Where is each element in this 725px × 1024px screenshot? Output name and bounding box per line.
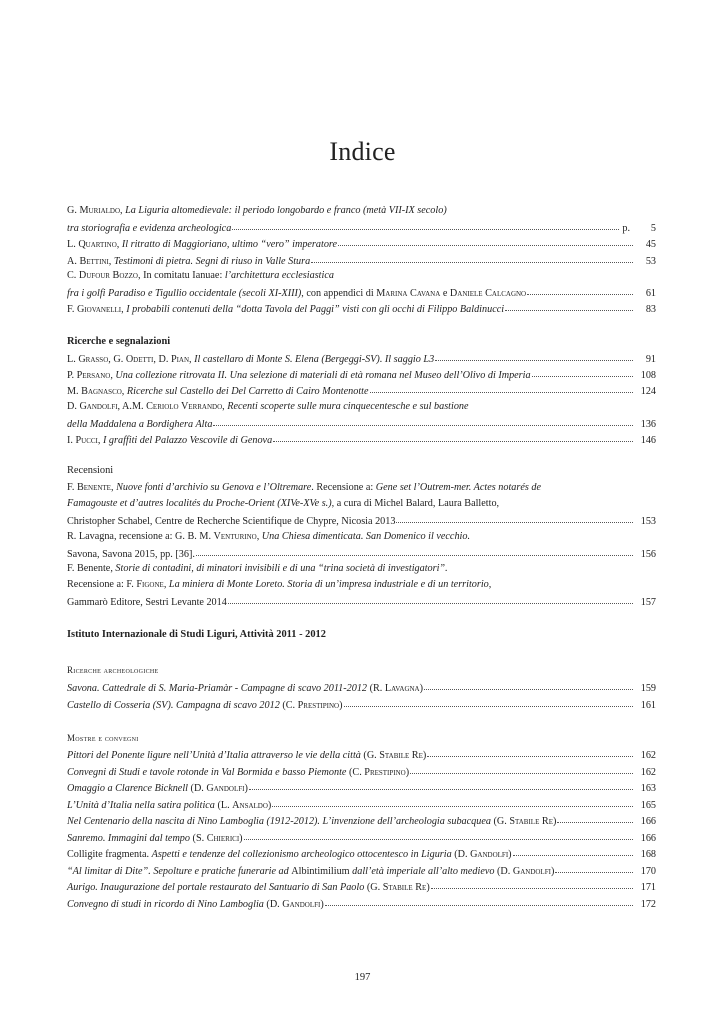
toc-page-number: 108 [640, 370, 656, 381]
text-segment: Recenti scoperte sulle mura cinquecentesche e sul bastione [227, 401, 469, 412]
toc-entry [67, 545, 656, 561]
toc-entry-line [67, 480, 656, 496]
text-segment: , [163, 579, 169, 590]
leader-dots [513, 844, 633, 856]
text-segment: Prestipino [297, 700, 340, 711]
toc-page-number: 45 [645, 239, 656, 250]
text-segment: R. Lavagna, recensione a: G. B. M. [67, 531, 214, 542]
text-segment: F. [67, 304, 77, 315]
section-heading-istituto: Istituto Internazionale di Studi Liguri, Attività 2011 - 2012 [67, 629, 326, 640]
text-segment: , [116, 239, 122, 250]
text-segment: , [120, 205, 126, 216]
toc-entry-text [67, 847, 512, 863]
toc-entry [67, 862, 656, 878]
text-segment: Sanremo. Immagini dal tempo [67, 833, 190, 844]
text-segment: ) [508, 849, 512, 860]
text-segment: (D. [263, 899, 283, 910]
toc-page-number: 146 [640, 435, 656, 446]
text-segment: Lavagna [384, 683, 420, 694]
text-segment: Recensione a: F. [67, 579, 137, 590]
toc-entry-line [67, 577, 656, 593]
toc-entry-line [67, 561, 656, 577]
toc-page-number: 162 [640, 750, 656, 761]
toc-entry-line [67, 268, 656, 284]
toc-entry-text [67, 498, 499, 509]
toc-entry [67, 350, 656, 366]
text-segment: e [440, 288, 450, 299]
toc-entry-text [67, 748, 426, 764]
text-segment: , [110, 370, 116, 381]
toc-page-number: 162 [640, 767, 656, 778]
text-segment: Il ritratto di Maggioriano, ultimo “vero” imperatore [121, 239, 338, 250]
text-segment: Nel Centenario della nascita di Nino Lamboglia (1912-2012). L’invenzione dell’archeologia subacquea [67, 816, 491, 827]
toc-entry-text [67, 781, 248, 797]
toc-entry-text [67, 698, 343, 714]
text-segment: , con appendici di [301, 288, 377, 299]
text-segment: , [189, 354, 195, 365]
toc-page-number: 61 [645, 288, 656, 299]
text-segment: Giovanelli [76, 304, 122, 315]
text-segment: (S. [190, 833, 207, 844]
text-segment: ) [239, 833, 243, 844]
toc-entry-text [67, 531, 470, 542]
toc-entry [67, 512, 656, 528]
toc-entry [67, 829, 656, 845]
leader-dots [344, 695, 634, 707]
toc-entry [67, 366, 656, 382]
text-segment: ) [244, 783, 248, 794]
text-segment: Aspetti e tendenze del collezionismo archeologico ottocentesco in Liguria [151, 849, 452, 860]
text-segment: Ansaldo [232, 800, 268, 811]
toc-page-number: 156 [640, 549, 656, 560]
toc-page-number: 153 [640, 516, 656, 527]
toc-entry [67, 679, 656, 695]
toc-page-number: 168 [640, 849, 656, 860]
text-segment: Bagnasco [81, 386, 122, 397]
text-segment: Persano [76, 370, 111, 381]
toc-page-number: 157 [640, 597, 656, 608]
text-segment: Stabile Re [509, 816, 553, 827]
text-segment: della Maddalena a Bordighera Alta [67, 419, 213, 430]
text-segment: (R. [367, 683, 385, 694]
toc-page-number: 53 [645, 256, 656, 267]
toc-entry [67, 219, 656, 235]
text-segment: Daniele Calcagno [449, 288, 527, 299]
text-segment: Ceriolo Verrando [146, 401, 223, 412]
text-segment: Murialdo [79, 205, 121, 216]
leader-dots [370, 381, 633, 393]
leader-dots [311, 251, 633, 263]
text-segment: (C. [279, 700, 298, 711]
text-segment: dall’età imperiale all’alto medievo [352, 866, 495, 877]
page-number: 197 [354, 972, 371, 983]
text-segment: Albintimilium [291, 866, 353, 877]
leader-dots [427, 745, 633, 757]
toc-entry [67, 878, 656, 894]
toc-entry [67, 382, 656, 398]
text-segment: Gandolfi [512, 866, 551, 877]
text-segment: Pucci [75, 435, 98, 446]
text-segment: (G. [360, 750, 380, 761]
text-segment: Famagouste et d’autres localités du Proche-Orient (XIVe-XVe s.), [67, 498, 335, 509]
text-segment: ) [339, 700, 343, 711]
text-segment: Bettini [79, 256, 109, 267]
text-segment: , A.M. [117, 401, 147, 412]
leader-dots [527, 283, 633, 295]
toc-entry [67, 593, 656, 609]
text-segment: Chierici [206, 833, 240, 844]
text-segment: Quartino [78, 239, 117, 250]
text-segment: La Liguria altomedievale: il periodo longobardo e franco (metà VII-IX secolo) [125, 205, 447, 216]
leader-dots [396, 511, 633, 523]
toc-entry-text [67, 302, 504, 318]
toc-entry [67, 779, 656, 795]
text-segment: ) [550, 866, 555, 877]
text-segment: Pian [170, 354, 190, 365]
text-segment: (L. [214, 800, 233, 811]
leader-dots [410, 762, 633, 774]
text-segment: Ricerche sul Castello dei Del Carretto di Cairo Montenotte [126, 386, 369, 397]
toc-entry [67, 431, 656, 447]
text-segment: D. [67, 401, 80, 412]
toc-entry [67, 812, 656, 828]
leader-dots [213, 414, 633, 426]
text-segment: “Al limitar di Dite”. Sepolture e pratiche funerarie ad [67, 866, 292, 877]
leader-dots [555, 861, 633, 873]
leader-dots [244, 828, 633, 840]
text-segment: Aurigo. Inaugurazione del portale restaurato del Santuario di San Paolo [67, 882, 365, 893]
text-segment: Savona, Savona 2015, pp. [36]. [67, 549, 195, 560]
toc-page-number: 165 [640, 800, 656, 811]
text-segment: Gandolfi [206, 783, 245, 794]
text-segment: , [97, 435, 103, 446]
toc-entry [67, 235, 656, 251]
leader-dots [249, 778, 633, 790]
text-segment: , [108, 256, 114, 267]
toc-entry-line [67, 529, 656, 545]
text-segment: ) [405, 767, 410, 778]
leader-dots [273, 430, 633, 442]
toc-page-number: 172 [640, 899, 656, 910]
text-segment: M. [67, 386, 82, 397]
text-segment: Colligite fragmenta. [67, 849, 152, 860]
toc-entry [67, 895, 656, 911]
text-segment: ) [552, 816, 557, 827]
text-segment: Convegno di studi in ricordo di Nino Lamboglia [67, 899, 264, 910]
text-segment: Gammarò Editore, Sestri Levante 2014 [67, 597, 227, 608]
text-segment: F. Benente, [67, 563, 116, 574]
toc-entry-text [67, 579, 491, 590]
toc-page-number: 136 [640, 419, 656, 430]
toc-entry-text [67, 595, 227, 611]
leader-dots [431, 877, 633, 889]
toc-entry-text [67, 482, 541, 493]
toc-entry [67, 300, 656, 316]
text-segment: P. [67, 370, 77, 381]
section-heading-recensioni: Recensioni [67, 465, 114, 476]
text-segment: Christopher Schabel, Centre de Recherche Scientifique de Chypre, Nicosia 2013 [67, 516, 396, 527]
text-segment: , [121, 386, 127, 397]
text-segment: Castello di Cosseria (SV). Campagna di scavo 2012 [67, 700, 280, 711]
toc-entry [67, 746, 656, 762]
toc-entry-line [67, 203, 656, 219]
text-segment: F. [67, 482, 77, 493]
text-segment: Gandolfi [470, 849, 509, 860]
text-segment: Savona. Cattedrale di S. Maria-Priamàr - Campagne di scavo 2011-2012 [67, 683, 368, 694]
text-segment: (G. [364, 882, 383, 893]
section-heading-ricerche-archeologiche: Ricerche archeologiche [67, 665, 159, 675]
toc-entry [67, 415, 656, 431]
text-segment: ) [419, 683, 424, 694]
text-segment: Prestipino [364, 767, 406, 778]
leader-dots [338, 234, 633, 246]
text-segment: Gandolfi [282, 899, 321, 910]
toc-page-number: 170 [640, 866, 656, 877]
text-segment: Stabile Re [382, 882, 427, 893]
toc-entry-text [67, 433, 272, 449]
leader-dots [424, 678, 633, 690]
section-heading-mostre-convegni: Mostre e convegni [67, 733, 139, 743]
text-segment: I probabili contenuti della “dotta Tavola del Paggi” visti con gli occhi di Filippo Baldinucci [126, 304, 505, 315]
text-segment: fra i golfi Paradiso e Tigullio occidentale (secoli XI-XIII) [67, 288, 302, 299]
text-segment: G. [67, 205, 80, 216]
leader-dots [532, 365, 633, 377]
text-segment: A. [67, 256, 80, 267]
text-segment: , [256, 531, 262, 542]
toc-page-number: 159 [640, 683, 656, 694]
leader-dots [505, 299, 633, 311]
toc-page-number: 171 [640, 882, 656, 893]
toc-page-number: 166 [640, 833, 656, 844]
text-segment: Storie di contadini, di minatori invisibili e di una “trina società di investigatori”. [115, 563, 448, 574]
text-segment: Marina Cavana [376, 288, 441, 299]
text-segment: Pittori del Ponente ligure nell’Unità d’Italia attraverso le vie della città [67, 750, 361, 761]
text-segment: , D. [153, 354, 171, 365]
toc-entry-text [67, 270, 334, 281]
toc-entry [67, 252, 656, 268]
text-segment: I graffiti del Palazzo Vescovile di Genova [102, 435, 273, 446]
text-segment: ) [426, 882, 430, 893]
text-segment: , [110, 482, 117, 493]
text-segment: L’Unità d’Italia nella satira politica [67, 800, 215, 811]
toc-entry-text [67, 401, 469, 412]
toc-entry-line [67, 496, 656, 512]
text-segment: . Recensione a: [311, 482, 376, 493]
text-segment: Una collezione ritrovata II. Una selezione di materiali di età romana nel Museo dell’Olivo di Imperia [115, 370, 531, 381]
text-segment: Gene set l’Outrem-mer. Actes notarés de [375, 482, 542, 493]
text-segment: (G. [490, 816, 510, 827]
leader-dots [228, 592, 633, 604]
leader-dots [232, 218, 619, 230]
toc-entry [67, 696, 656, 712]
text-segment: Convegni di Studi e tavole rotonde in Val Bormida e basso Piemonte [67, 767, 347, 778]
text-segment: (D. [494, 866, 513, 877]
text-segment: (C. [346, 767, 365, 778]
toc-page-number: 161 [640, 700, 656, 711]
toc-entry-text [67, 897, 324, 913]
text-segment: ) [422, 750, 427, 761]
toc-entry-text [67, 563, 448, 574]
toc-entry-line [67, 399, 656, 415]
text-segment: Gandolfi [79, 401, 118, 412]
text-segment: , G. [108, 354, 126, 365]
leader-dots [435, 349, 633, 361]
leader-dots [557, 811, 633, 823]
toc-entry [67, 845, 656, 861]
text-segment: Stabile Re [379, 750, 423, 761]
leader-dots [196, 544, 633, 556]
text-segment: Odetti [125, 354, 154, 365]
toc-entry [67, 763, 656, 779]
text-segment: C. [67, 270, 79, 281]
text-segment: L. [67, 239, 79, 250]
text-segment: Grasso [78, 354, 109, 365]
text-segment: , [222, 401, 228, 412]
text-segment: L. [67, 354, 79, 365]
text-segment: l’architettura ecclesiastica [224, 270, 334, 281]
text-segment: Una Chiesa dimenticata. San Domenico il vecchio. [261, 531, 471, 542]
text-segment: (D. [451, 849, 471, 860]
text-segment: , [121, 304, 127, 315]
text-segment: Nuove fonti d’archivio su Genova e l’Oltremare [116, 482, 312, 493]
text-segment: I. [67, 435, 76, 446]
text-segment: Benente [76, 482, 111, 493]
toc-page-number: 5 [650, 223, 656, 234]
page-title: Indice [329, 137, 396, 166]
text-segment: Omaggio a Clarence Bicknell [67, 783, 188, 794]
toc-page-number: 166 [640, 816, 656, 827]
toc-entry [67, 284, 656, 300]
text-segment: a cura di Michel Balard, Laura Balletto, [334, 498, 500, 509]
text-segment: , In comitatu Ianuae: [137, 270, 225, 281]
section-heading-ricerche: Ricerche e segnalazioni [67, 336, 171, 347]
toc-page-number: 91 [645, 354, 656, 365]
toc-entry [67, 796, 656, 812]
page-prefix: p. [622, 223, 630, 234]
text-segment: Dufour Bozzo [78, 270, 138, 281]
toc-entry-text [67, 237, 337, 253]
leader-dots [325, 894, 633, 906]
toc-entry-text [67, 384, 369, 400]
text-segment: La miniera di Monte Loreto. Storia di un’impresa industriale e di un territorio, [168, 579, 492, 590]
toc-page-number: 124 [640, 386, 656, 397]
text-segment: tra storiografia e evidenza archeologica [67, 223, 232, 234]
toc-page-number: 163 [640, 783, 656, 794]
text-segment: Venturino [213, 531, 257, 542]
text-segment: ) [267, 800, 272, 811]
toc-page-number: 83 [645, 304, 656, 315]
text-segment: ) [320, 899, 324, 910]
toc-entry-text [67, 514, 395, 530]
text-segment: Testimoni di pietra. Segni di riuso in Valle Stura [113, 256, 311, 267]
text-segment: (D. [188, 783, 207, 794]
text-segment: Figone [136, 579, 164, 590]
text-segment: Il castellaro di Monte S. Elena (Bergeggi-SV). Il saggio L3 [194, 354, 435, 365]
toc-entry-text [67, 205, 447, 216]
leader-dots [272, 795, 633, 807]
